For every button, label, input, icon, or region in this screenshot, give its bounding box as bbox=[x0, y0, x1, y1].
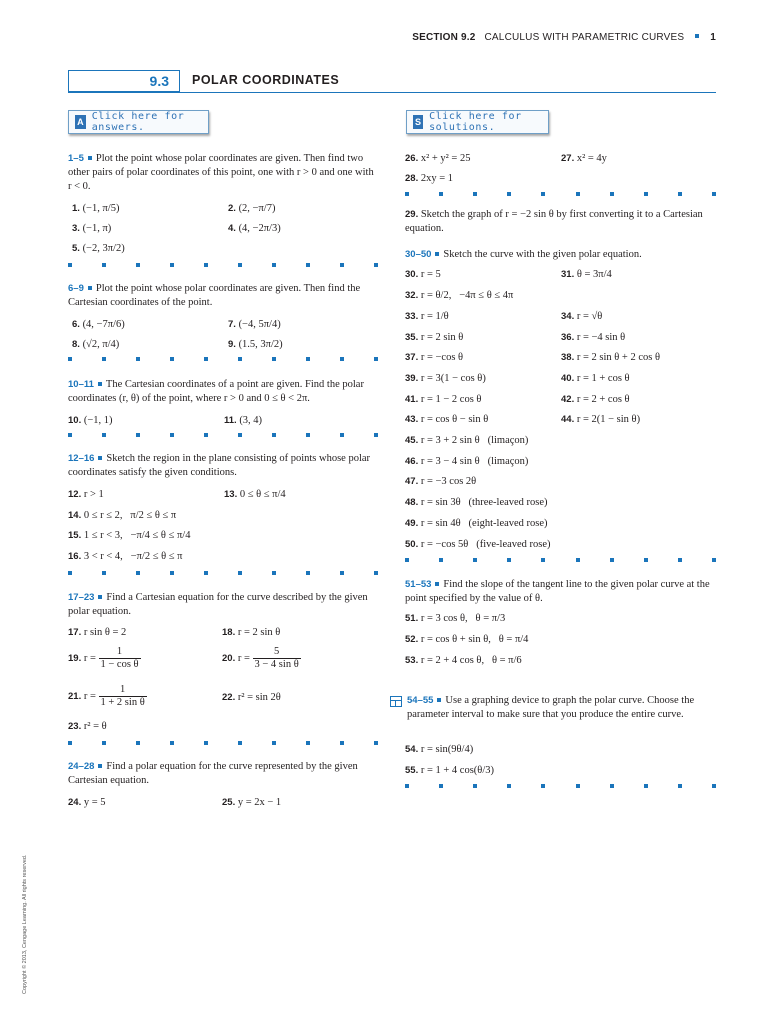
header-square-icon bbox=[695, 34, 699, 38]
problem-number: 20. bbox=[222, 652, 236, 664]
problem-32 bbox=[405, 289, 513, 303]
problem-18 bbox=[222, 626, 280, 640]
problem-number: 2. bbox=[228, 203, 236, 214]
section-title: POLAR COORDINATES bbox=[192, 73, 340, 87]
problem-number: 18. bbox=[222, 627, 236, 638]
problem-text: r sin θ = 2 bbox=[83, 627, 127, 638]
problem-text: 0 ≤ θ ≤ π/4 bbox=[239, 489, 286, 500]
problem-20 bbox=[222, 646, 301, 671]
denominator: 3 − 4 sin θ bbox=[254, 659, 299, 670]
instruction-12-16 bbox=[68, 452, 378, 480]
divider-dots bbox=[68, 357, 378, 362]
problem-51 bbox=[405, 612, 505, 626]
problem-number: 50. bbox=[405, 539, 419, 550]
problem-number: 1. bbox=[72, 203, 80, 214]
problem-text: r = −4 sin θ bbox=[576, 332, 626, 343]
range-label: 30–50 bbox=[405, 249, 432, 260]
problem-text: x² + y² = 25 bbox=[420, 153, 471, 164]
problem-number: 45. bbox=[405, 435, 419, 446]
solutions-button[interactable] bbox=[406, 110, 549, 134]
problem-text: r = sin(9θ/4) bbox=[420, 744, 474, 755]
range-label: 54–55 bbox=[407, 695, 434, 706]
problem-number: 43. bbox=[405, 414, 419, 425]
problem-number: 5. bbox=[72, 243, 80, 254]
problem-45 bbox=[405, 434, 528, 448]
problem-11 bbox=[224, 414, 262, 428]
problem-number: 4. bbox=[228, 223, 236, 234]
denominator: 1 + 2 sin θ bbox=[100, 697, 145, 708]
problem-22 bbox=[222, 691, 281, 705]
problem-text: (−1, π) bbox=[82, 223, 112, 234]
problem-number: 31. bbox=[561, 269, 575, 280]
problem-text: (−1, 1) bbox=[83, 415, 113, 426]
section-rule bbox=[68, 92, 716, 93]
instruction-51-53 bbox=[405, 578, 716, 606]
problem-8 bbox=[72, 338, 119, 352]
problem-text: r = 2(1 − sin θ) bbox=[576, 414, 641, 425]
problem-text: r = 3 − 4 sin θ (limaçon) bbox=[420, 456, 529, 467]
range-label: 6–9 bbox=[68, 283, 84, 294]
problem-text: r = 2 sin θ bbox=[420, 332, 464, 343]
problem-55 bbox=[405, 764, 494, 778]
problem-text: (4, −2π/3) bbox=[238, 223, 281, 234]
problem-number: 26. bbox=[405, 153, 419, 164]
divider-dots bbox=[405, 784, 716, 789]
problem-35 bbox=[405, 331, 463, 345]
graphing-calculator-icon bbox=[390, 696, 402, 707]
problem-text: r = 1 − 2 cos θ bbox=[420, 394, 482, 405]
problem-text: r² = θ bbox=[83, 721, 107, 732]
problem-15 bbox=[68, 529, 190, 543]
problem-39 bbox=[405, 372, 486, 386]
problem-9 bbox=[228, 338, 283, 352]
divider-dots bbox=[68, 571, 378, 576]
problem-number: 30. bbox=[405, 269, 419, 280]
range-label: 17–23 bbox=[68, 592, 95, 603]
solutions-button-label: Click here for solutions. bbox=[429, 111, 522, 133]
bullet-square-icon bbox=[98, 382, 102, 386]
divider-dots bbox=[68, 741, 378, 746]
problem-lhs: r = bbox=[83, 652, 96, 664]
problem-38 bbox=[561, 351, 660, 365]
problem-31 bbox=[561, 268, 612, 282]
problem-number: 16. bbox=[68, 551, 82, 562]
problem-29 bbox=[405, 208, 716, 236]
problem-number: 53. bbox=[405, 655, 419, 666]
problem-number: 38. bbox=[561, 352, 575, 363]
problem-number: 7. bbox=[228, 319, 236, 330]
problem-33 bbox=[405, 310, 449, 324]
divider-dots bbox=[405, 192, 716, 197]
problem-number: 13. bbox=[224, 489, 238, 500]
problem-text: r = sin 3θ (three-leaved rose) bbox=[420, 497, 548, 508]
problem-number: 8. bbox=[72, 339, 80, 350]
instruction-30-50 bbox=[405, 248, 716, 262]
problem-number: 10. bbox=[68, 415, 82, 426]
problem-number: 27. bbox=[561, 153, 575, 164]
range-label: 12–16 bbox=[68, 453, 95, 464]
instruction-54-55 bbox=[407, 694, 716, 722]
problem-number: 19. bbox=[68, 652, 82, 664]
problem-number: 22. bbox=[222, 692, 236, 703]
problem-lhs: r = bbox=[83, 690, 96, 702]
problem-text: Sketch the graph of r = −2 sin θ by first converting it to a Cartesian equation. bbox=[405, 209, 703, 234]
instruction-text: Plot the point whose polar coordinates are given. Then find the Cartesian coordinates of the point. bbox=[68, 283, 361, 308]
problem-number: 42. bbox=[561, 394, 575, 405]
problem-number: 54. bbox=[405, 744, 419, 755]
problem-text: θ = 3π/4 bbox=[576, 269, 612, 280]
problem-number: 6. bbox=[72, 319, 80, 330]
fraction bbox=[253, 646, 301, 671]
problem-number: 28. bbox=[405, 173, 419, 184]
problem-text: 2xy = 1 bbox=[420, 173, 454, 184]
problem-number: 23. bbox=[68, 721, 82, 732]
problem-47 bbox=[405, 475, 476, 489]
problem-28 bbox=[405, 172, 453, 186]
problem-24 bbox=[68, 796, 106, 810]
page-number: 1 bbox=[710, 32, 716, 43]
range-label: 24–28 bbox=[68, 761, 95, 772]
problem-number: 39. bbox=[405, 373, 419, 384]
problem-text: (−4, 5π/4) bbox=[238, 319, 281, 330]
problem-text: (√2, π/4) bbox=[82, 339, 120, 350]
instruction-text: Sketch the curve with the given polar equation. bbox=[443, 249, 642, 260]
problem-number: 51. bbox=[405, 613, 419, 624]
problem-text: r = 3 cos θ, θ = π/3 bbox=[420, 613, 506, 624]
problem-7 bbox=[228, 318, 281, 332]
problem-19 bbox=[68, 646, 141, 671]
problem-number: 55. bbox=[405, 765, 419, 776]
problem-36 bbox=[561, 331, 625, 345]
problem-text: (4, −7π/6) bbox=[82, 319, 125, 330]
instruction-10-11 bbox=[68, 378, 378, 406]
problem-text: r = 2 sin θ bbox=[237, 627, 281, 638]
problem-text: r = 1 + 4 cos(θ/3) bbox=[420, 765, 494, 776]
problem-number: 25. bbox=[222, 797, 236, 808]
problem-number: 40. bbox=[561, 373, 575, 384]
problem-13 bbox=[224, 488, 286, 502]
range-label: 10–11 bbox=[68, 379, 94, 390]
problem-number: 3. bbox=[72, 223, 80, 234]
problem-48 bbox=[405, 496, 548, 510]
instruction-24-28 bbox=[68, 760, 378, 788]
problem-54 bbox=[405, 743, 473, 757]
problem-23 bbox=[68, 720, 107, 734]
problem-number: 21. bbox=[68, 690, 82, 702]
instruction-text: Find the slope of the tangent line to the given polar curve at the point specified by the value of θ. bbox=[405, 579, 710, 604]
instruction-text: Plot the point whose polar coordinates are given. Then find two other pairs of polar coordinates of this point, one with r > 0 and one with r < 0. bbox=[68, 153, 374, 192]
problem-text: r = −cos θ bbox=[420, 352, 464, 363]
copyright-notice: Copyright © 2013, Cengage Learning. All rights reserved. bbox=[22, 854, 28, 994]
problem-text: 1 ≤ r < 3, −π/4 ≤ θ ≤ π/4 bbox=[83, 530, 191, 541]
problem-text: r = 2 + cos θ bbox=[576, 394, 630, 405]
answers-button[interactable] bbox=[68, 110, 209, 134]
problem-text: 0 ≤ r ≤ 2, π/2 ≤ θ ≤ π bbox=[83, 510, 177, 521]
problem-number: 24. bbox=[68, 797, 82, 808]
fraction bbox=[99, 684, 147, 709]
problem-34 bbox=[561, 310, 602, 324]
bullet-square-icon bbox=[98, 764, 102, 768]
problem-number: 44. bbox=[561, 414, 575, 425]
problem-text: (2, −π/7) bbox=[238, 203, 276, 214]
problem-text: y = 2x − 1 bbox=[237, 797, 282, 808]
problem-lhs: r = bbox=[237, 652, 250, 664]
problem-17 bbox=[68, 626, 126, 640]
bullet-square-icon bbox=[88, 156, 92, 160]
problem-text: r = cos θ + sin θ, θ = π/4 bbox=[420, 634, 529, 645]
problem-4 bbox=[228, 222, 281, 236]
problem-number: 52. bbox=[405, 634, 419, 645]
problem-number: 46. bbox=[405, 456, 419, 467]
problem-40 bbox=[561, 372, 630, 386]
problem-text: (−2, 3π/2) bbox=[82, 243, 125, 254]
problem-42 bbox=[561, 393, 630, 407]
problem-number: 12. bbox=[68, 489, 82, 500]
problem-text: r = cos θ − sin θ bbox=[420, 414, 489, 425]
problem-text: r² = sin 2θ bbox=[237, 692, 281, 703]
numerator: 1 bbox=[116, 646, 123, 657]
problem-text: r > 1 bbox=[83, 489, 104, 500]
problem-text: r = √θ bbox=[576, 311, 603, 322]
divider-dots bbox=[405, 558, 716, 563]
problem-text: r = θ/2, −4π ≤ θ ≤ 4π bbox=[420, 290, 514, 301]
bullet-square-icon bbox=[98, 595, 102, 599]
problem-text: r = 1 + cos θ bbox=[576, 373, 630, 384]
problem-27 bbox=[561, 152, 607, 166]
problem-1 bbox=[72, 202, 119, 216]
problem-5 bbox=[72, 242, 125, 256]
problem-number: 48. bbox=[405, 497, 419, 508]
problem-text: r = 3 + 2 sin θ (limaçon) bbox=[420, 435, 529, 446]
problem-number: 29. bbox=[405, 209, 419, 220]
problem-text: r = −3 cos 2θ bbox=[420, 476, 477, 487]
problem-number: 17. bbox=[68, 627, 82, 638]
instruction-text: Use a graphing device to graph the polar curve. Choose the parameter interval to make sure that you produce the entire curve. bbox=[407, 695, 695, 720]
problem-37 bbox=[405, 351, 463, 365]
problem-3 bbox=[72, 222, 111, 236]
problem-30 bbox=[405, 268, 441, 282]
divider-dots bbox=[68, 263, 378, 268]
fraction bbox=[99, 646, 141, 671]
answers-tag-icon: A bbox=[75, 115, 86, 129]
problem-number: 33. bbox=[405, 311, 419, 322]
problem-25 bbox=[222, 796, 281, 810]
problem-text: x² = 4y bbox=[576, 153, 607, 164]
problem-text: (1.5, 3π/2) bbox=[238, 339, 283, 350]
solutions-tag-icon: S bbox=[413, 115, 423, 129]
problem-text: 3 < r < 4, −π/2 ≤ θ ≤ π bbox=[83, 551, 183, 562]
problem-41 bbox=[405, 393, 481, 407]
header-title: CALCULUS WITH PARAMETRIC CURVES bbox=[484, 32, 685, 43]
bullet-square-icon bbox=[88, 286, 92, 290]
problem-text: r = 2 + 4 cos θ, θ = π/6 bbox=[420, 655, 522, 666]
problem-53 bbox=[405, 654, 522, 668]
problem-26 bbox=[405, 152, 470, 166]
problem-number: 35. bbox=[405, 332, 419, 343]
bullet-square-icon bbox=[435, 582, 439, 586]
problem-14 bbox=[68, 509, 176, 523]
numerator: 1 bbox=[120, 684, 126, 695]
numerator: 5 bbox=[274, 646, 280, 657]
running-header bbox=[412, 32, 716, 43]
problem-21 bbox=[68, 684, 147, 709]
instruction-text: Find a polar equation for the curve represented by the given Cartesian equation. bbox=[68, 761, 358, 786]
instruction-text: The Cartesian coordinates of a point are given. Find the polar coordinates (r, θ) of the point, where r > 0 and 0 ≤ θ < 2π. bbox=[68, 379, 364, 404]
answers-button-label: Click here for answers. bbox=[91, 111, 185, 133]
problem-text: r = 2 sin θ + 2 cos θ bbox=[576, 352, 660, 363]
problem-number: 41. bbox=[405, 394, 419, 405]
divider-dots bbox=[68, 433, 378, 438]
instruction-1-5 bbox=[68, 152, 378, 194]
problem-text: (−1, π/5) bbox=[82, 203, 120, 214]
problem-10 bbox=[68, 414, 113, 428]
problem-number: 32. bbox=[405, 290, 419, 301]
range-label: 51–53 bbox=[405, 579, 432, 590]
problem-46 bbox=[405, 455, 528, 469]
problem-number: 34. bbox=[561, 311, 575, 322]
bullet-square-icon bbox=[98, 456, 102, 460]
instruction-text: Sketch the region in the plane consisting of points whose polar coordinates satisfy the given conditions. bbox=[68, 453, 371, 478]
problem-number: 11. bbox=[224, 415, 237, 426]
problem-text: r = 3(1 − cos θ) bbox=[420, 373, 486, 384]
problem-43 bbox=[405, 413, 488, 427]
problem-number: 14. bbox=[68, 510, 82, 521]
problem-text: (3, 4) bbox=[239, 415, 263, 426]
section-number: 9.3 bbox=[68, 70, 180, 92]
problem-text: r = 5 bbox=[420, 269, 441, 280]
bullet-square-icon bbox=[437, 698, 441, 702]
problem-number: 37. bbox=[405, 352, 419, 363]
problem-number: 47. bbox=[405, 476, 419, 487]
problem-number: 49. bbox=[405, 518, 419, 529]
problem-number: 9. bbox=[228, 339, 236, 350]
bullet-square-icon bbox=[435, 252, 439, 256]
problem-12 bbox=[68, 488, 104, 502]
problem-text: r = sin 4θ (eight-leaved rose) bbox=[420, 518, 548, 529]
problem-6 bbox=[72, 318, 125, 332]
instruction-text: Find a Cartesian equation for the curve described by the given polar equation. bbox=[68, 592, 368, 617]
problem-16 bbox=[68, 550, 182, 564]
problem-44 bbox=[561, 413, 640, 427]
instruction-6-9 bbox=[68, 282, 378, 310]
problem-text: r = 1/θ bbox=[420, 311, 449, 322]
problem-50 bbox=[405, 538, 551, 552]
problem-text: y = 5 bbox=[83, 797, 106, 808]
problem-number: 36. bbox=[561, 332, 575, 343]
problem-52 bbox=[405, 633, 528, 647]
header-section: SECTION 9.2 bbox=[412, 32, 476, 43]
problem-2 bbox=[228, 202, 275, 216]
denominator: 1 − cos θ bbox=[100, 659, 139, 670]
instruction-17-23 bbox=[68, 591, 378, 619]
problem-number: 15. bbox=[68, 530, 82, 541]
problem-49 bbox=[405, 517, 548, 531]
range-label: 1–5 bbox=[68, 153, 84, 164]
problem-text: r = −cos 5θ (five-leaved rose) bbox=[420, 539, 551, 550]
